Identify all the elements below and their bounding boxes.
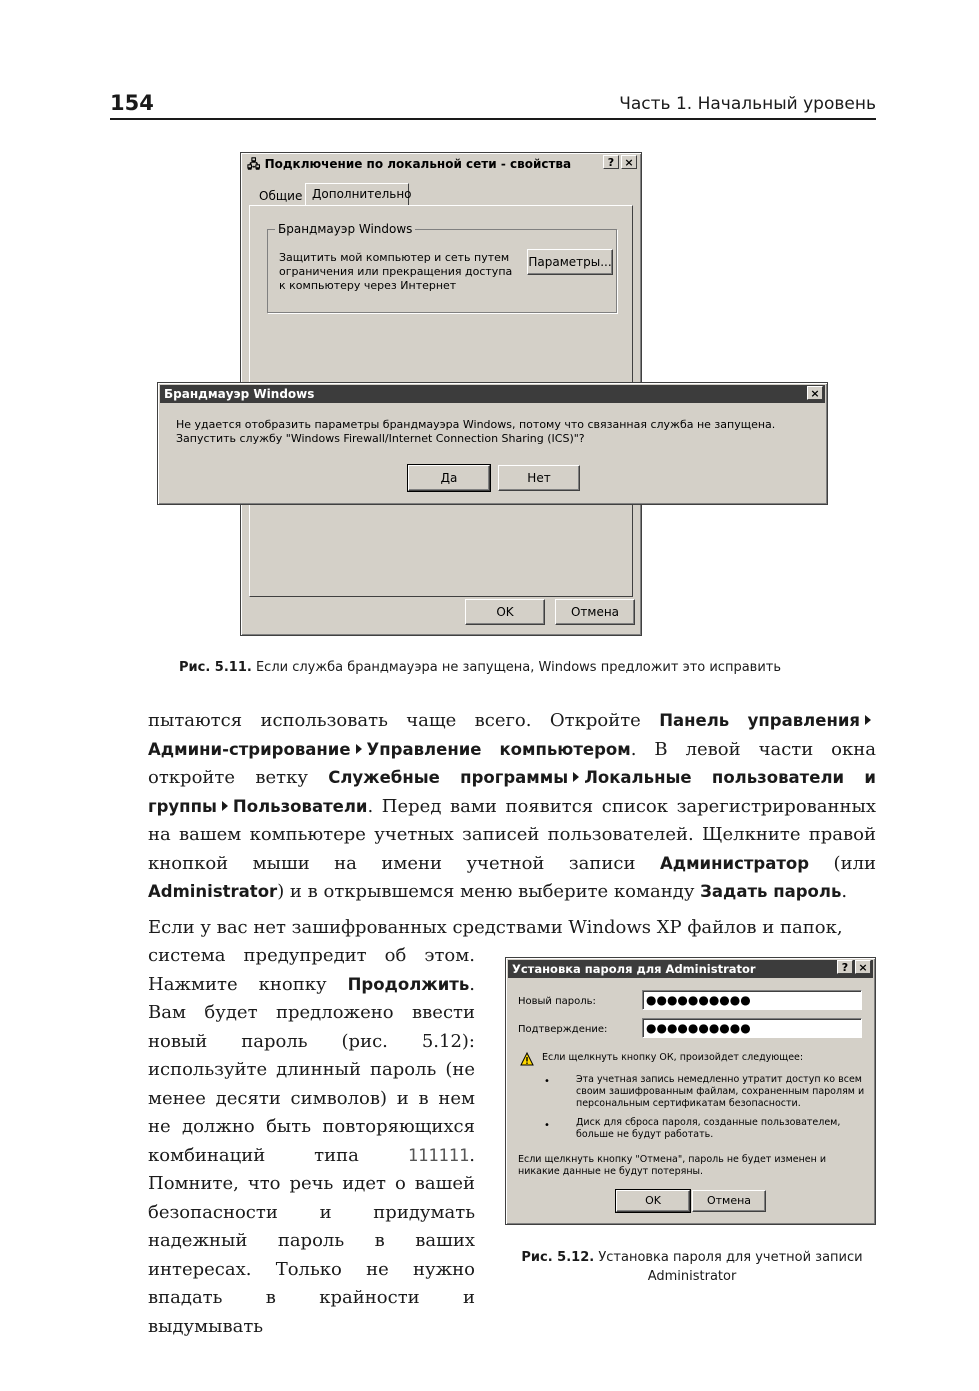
menu-path-item: Пользователи [232,796,368,816]
new-password-label: Новый пароль: [518,996,596,1007]
code-sample: 111111 [407,1145,470,1166]
text-run: . Перед вами появится список зарегистрированных на вашем компьютере учетных записей пользователей. Щелкните правой кнопкой мыши на имени учетной записи [148,795,876,874]
term: Администратор [659,853,810,873]
firewall-group-description: Защитить мой компьютер и сеть путем ограничения или прекращения доступа к компьютеру через Интернет [279,251,513,292]
params-button[interactable]: Параметры... [527,249,613,275]
body-paragraph-wrapped [148,942,475,1341]
firewall-group-label: Брандмауэр Windows [275,222,415,236]
close-button[interactable]: × [855,960,871,974]
text-run: . Помните, что речь идет о вашей безопасности и придумать надежный пароль в ваших интересах. Только не нужно впадать в крайности и выдумывать [148,1144,475,1337]
ok-button[interactable]: OK [465,599,545,625]
ok-button[interactable]: OK [616,1190,690,1212]
close-button[interactable]: × [807,386,823,400]
page-number: 154 [110,91,154,115]
term: Administrator [148,882,278,901]
text-run: (или [809,852,876,874]
bullet-icon: • [544,1076,550,1087]
text-run: система предупредит об этом. Нажмите кнопку [148,945,475,995]
triangle-arrow-icon [356,744,362,754]
confirm-password-field[interactable]: ●●●●●●●●●● [642,1018,862,1038]
no-button[interactable]: Нет [498,465,580,491]
header-rule [110,118,876,120]
menu-path-item: Служебные программы [328,768,569,787]
help-button[interactable]: ? [603,155,619,169]
tab-advanced[interactable]: Дополнительно [305,183,409,205]
running-head: Часть 1. Начальный уровень [619,94,876,114]
warning-text: Если щелкнуть кнопку ОК, произойдет следующее: [542,1052,804,1063]
menu-path-item: Панель управления [659,711,861,730]
yes-button[interactable]: Да [408,465,490,491]
bullet-text: Диск для сброса пароля, созданные пользователем, больше не будут работать. [576,1117,841,1140]
close-button[interactable]: × [621,155,637,169]
cancel-button[interactable]: Отмена [692,1190,766,1212]
body-paragraph [148,707,876,907]
dialog-title: Установка пароля для Administrator [508,960,873,978]
caption-text: Если служба брандмауэра не запущена, Windows предложит это исправить [251,660,782,675]
tab-general[interactable]: Общие [259,189,303,203]
network-icon: 🖧 [247,157,261,171]
dialog-title: Подключение по локальной сети - свойства [264,157,572,171]
triangle-arrow-icon [222,801,228,811]
caption-text: Установка пароля для учетной записи Administrator [594,1250,863,1284]
command-name: Задать пароль [700,882,842,901]
text-run: ) и в открывшемся меню выберите команду [277,881,701,902]
help-button[interactable]: ? [837,960,853,974]
msgbox-message: Не удается отобразить параметры брандмауэра Windows, потому что связанная служба не запущена. Запустить службу "Windows Firewall/Internet Connection Sharing (ICS)"? [176,418,776,445]
set-password-dialog [505,957,876,1225]
bullet-text: Эта учетная запись немедленно утратит доступ ко всем своим зашифрованным файлам, сохраненным паролям и персональным сертификатам безопасности. [576,1074,865,1109]
menu-path-item: Локальные пользователи и группы [148,768,876,816]
body-paragraph-first-line: Если у вас нет зашифрованных средствами Windows XP файлов и папок, [148,917,843,938]
firewall-message-box [157,382,828,505]
text-run: . Вам будет предложено ввести новый пароль (рис. 5.12): используйте длинный пароль (не менее десяти символов) и в нем не должно быть повторяющихся комбинаций типа [148,973,475,1166]
cancel-note: Если щелкнуть кнопку "Отмена", пароль не будет изменен и никакие данные не будут потеряны. [518,1154,827,1177]
menu-path-item: Админи-стрирование [148,739,351,759]
cancel-button[interactable]: Отмена [555,599,635,625]
button-name: Продолжить [347,974,470,994]
bullet-icon: • [544,1120,550,1131]
figure-caption [510,1248,874,1286]
msgbox-title: Брандмауэр Windows [160,385,825,403]
caption-label: Рис. 5.11. [179,660,252,675]
menu-path-item: Управление компьютером [366,739,631,759]
text-run: пытаются использовать чаще всего. Откройте [148,710,660,731]
triangle-arrow-icon [865,715,871,725]
text-run: . [841,881,848,902]
caption-label: Рис. 5.12. [521,1250,595,1265]
triangle-arrow-icon [573,772,579,782]
new-password-field[interactable]: ●●●●●●●●●● [642,990,862,1010]
warning-icon [520,1052,534,1066]
text-run: . В левой части окна откройте ветку [148,738,876,788]
figure-caption [179,660,781,675]
confirm-password-label: Подтверждение: [518,1024,608,1035]
dialog-titlebar [243,155,639,173]
